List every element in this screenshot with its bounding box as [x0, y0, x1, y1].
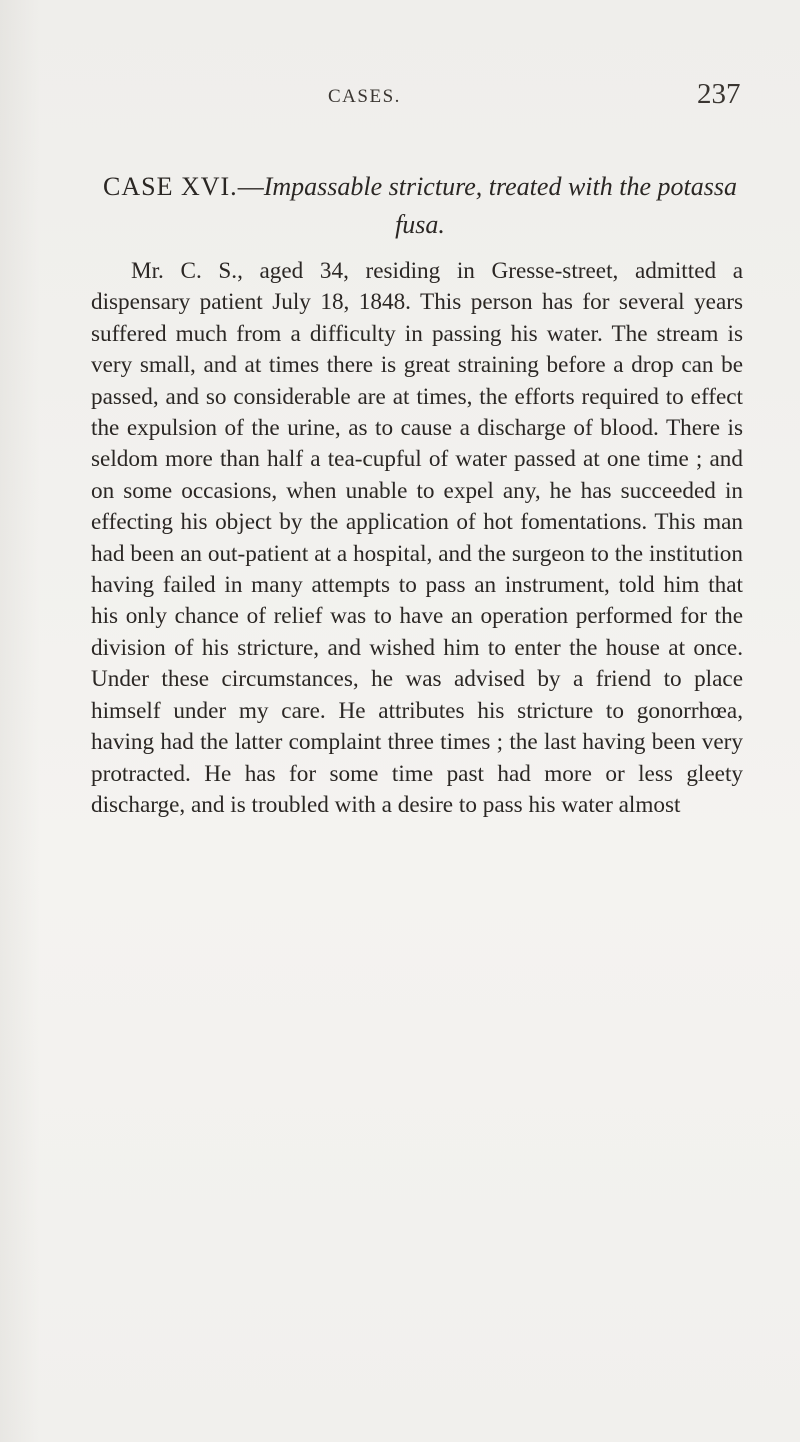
running-head: CASES.	[328, 86, 401, 107]
case-number: CASE XVI.	[103, 172, 238, 201]
case-subtitle: Impassable stricture, treated with the potassa fusa.	[263, 172, 737, 239]
page-header	[0, 78, 800, 112]
case-body-paragraph: Mr. C. S., aged 34, residing in Gresse-street, admitted a dispensary patient July 18, 1848. This person has for several years suffered much from a difficulty in passing his water. The stream is very small, and at times there is great straining before a drop can be passed, and so considerable are at times, the efforts required to effect the expulsion of the urine, as to cause a discharge of blood. There is seldom more than half a tea-cupful of water passed at one time ; and on some occasions, when unable to expel any, he has succeeded in effecting his object by the application of hot fomentations. This man had been an out-patient at a hospital, and the surgeon to the institution having failed in many attempts to pass an instrument, told him that his only chance of relief was to have an operation performed for the division of his stricture, and wished him to enter the house at once. Under these circumstances, he was advised by a friend to place himself under my care. He attributes his stricture to gonorrhœa, having had the latter complaint three times ; the last having been very protracted. He has for some time past had more or less gleety discharge, and is troubled with a desire to pass his water almost	[91, 258, 743, 818]
page-number: 237	[697, 78, 741, 110]
heading-dash: —	[237, 172, 264, 201]
case-heading	[90, 168, 750, 244]
